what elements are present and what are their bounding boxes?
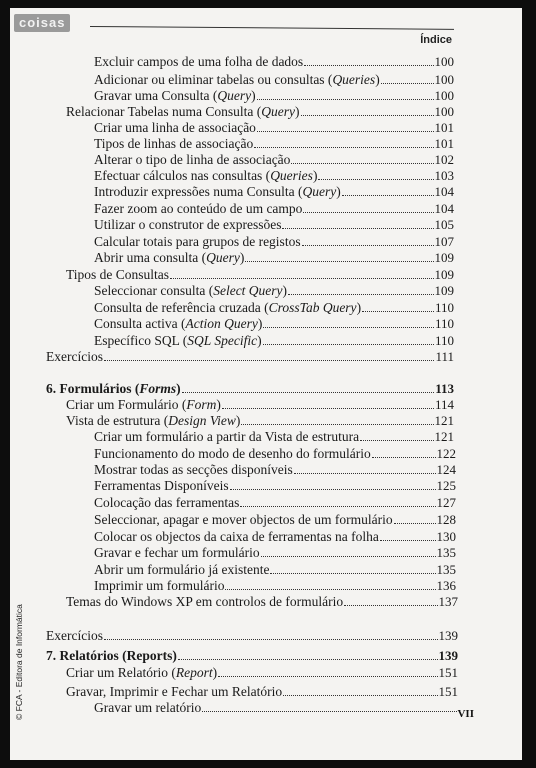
toc-entry-text: Seleccionar consulta ( (94, 283, 214, 298)
dot-leader (344, 595, 437, 606)
toc-entry-title (46, 349, 103, 364)
toc-entry-text: 6. Formulários ( (46, 381, 140, 396)
toc-entry-title (94, 54, 303, 69)
toc-entry-page: 109 (434, 250, 454, 265)
dot-leader (291, 153, 433, 164)
toc-entry (66, 104, 454, 119)
toc-entry-text: Fazer zoom ao conteúdo de um campo (94, 201, 303, 216)
toc-entry-text: ) (176, 381, 181, 396)
toc-entry (94, 120, 454, 135)
dot-leader (254, 137, 433, 148)
toc-entry-term: Queries (270, 168, 313, 183)
toc-entry-text: Temas do Windows XP em controlos de formulário (66, 594, 344, 609)
toc-entry (46, 648, 458, 663)
toc-entry (94, 201, 454, 216)
toc-entry-term: Select Query (213, 283, 283, 298)
toc-entry (46, 381, 454, 396)
toc-entry-title (46, 628, 103, 643)
toc-entry (94, 234, 454, 249)
toc-entry-text: Adicionar ou eliminar tabelas ou consultas ( (94, 72, 333, 87)
dot-leader (178, 649, 438, 660)
toc-entry-title (94, 283, 287, 298)
toc-entry-text: ) (216, 397, 221, 412)
toc-entry-text: Criar uma linha de associação (94, 120, 256, 135)
toc-entry-title (94, 120, 256, 135)
toc-entry-term: Report (175, 665, 213, 680)
dot-leader (202, 701, 457, 712)
toc-entry-title (94, 562, 269, 577)
toc-entry-page: 104 (434, 184, 454, 199)
toc-entry-title (66, 665, 217, 680)
toc-entry-page: 110 (434, 300, 454, 315)
toc-entry-title (94, 700, 201, 715)
toc-entry (94, 446, 456, 461)
toc-entry-page: 109 (434, 283, 454, 298)
toc-entry (66, 665, 458, 680)
dot-leader (318, 169, 433, 180)
dot-leader (257, 89, 434, 100)
toc-entry-text: Calcular totais para grupos de registos (94, 234, 301, 249)
dot-leader (257, 121, 434, 132)
toc-entry-page: 110 (434, 333, 454, 348)
toc-entry-text: Alterar o tipo de linha de associação (94, 152, 291, 167)
toc-entry-page: 128 (436, 512, 456, 527)
toc-entry-text: ) (312, 168, 318, 183)
toc-entry-title (94, 88, 256, 103)
toc-entry-title (94, 184, 341, 199)
toc-entry-page: 100 (434, 104, 454, 119)
toc-entry (94, 54, 454, 69)
dot-leader (245, 251, 433, 262)
toc-entry-page: 102 (434, 152, 454, 167)
brand-logo: coisas (14, 14, 70, 32)
toc-entry (94, 184, 454, 199)
toc-entry-text: Gravar um relatório (94, 700, 202, 715)
dot-leader (182, 382, 435, 393)
toc-entry-title (94, 72, 380, 87)
toc-entry-page: 130 (436, 529, 456, 544)
toc-entry (66, 267, 454, 282)
toc-entry-title (94, 495, 239, 510)
page-number: VII (457, 708, 474, 720)
toc-entry-text: Tipos de Consultas (66, 267, 170, 282)
toc-entry-title (66, 267, 169, 282)
toc-entry-title (94, 578, 224, 593)
dot-leader (261, 546, 436, 557)
toc-entry-page: 104 (434, 201, 454, 216)
toc-entry-term: Query (261, 104, 295, 119)
toc-entry (94, 168, 454, 183)
toc-entry-text: ) (336, 184, 341, 199)
toc-entry-page: 107 (434, 234, 454, 249)
dot-leader (222, 398, 434, 409)
toc-entry-title (94, 446, 371, 461)
dot-leader (360, 430, 433, 441)
toc-entry (94, 88, 454, 103)
dot-leader (283, 685, 437, 696)
toc-entry (94, 250, 454, 265)
toc-entry-text: Vista de estrutura ( (66, 413, 169, 428)
toc-entry-text: Efectuar cálculos nas consultas ( (94, 168, 271, 183)
dot-leader (170, 268, 433, 279)
toc-entry-page: 139 (438, 628, 458, 643)
toc-entry-term: Query (302, 184, 337, 199)
toc-entry-page: 111 (435, 349, 454, 364)
dot-leader (294, 463, 436, 474)
dot-leader (225, 579, 435, 590)
toc-entry-title (66, 684, 282, 699)
toc-entry-text: Criar um Relatório ( (66, 665, 176, 680)
dot-leader (342, 185, 434, 196)
toc-entry-text: ) (212, 665, 218, 680)
toc-entry-text: Gravar e fechar um formulário (94, 545, 260, 560)
toc-entry-title (94, 136, 253, 151)
toc-entry-term: Forms (139, 381, 177, 396)
toc-entry (94, 700, 458, 715)
toc-entry-page: 124 (436, 462, 456, 477)
dot-leader (381, 73, 434, 84)
toc-entry (94, 429, 454, 444)
toc-entry-title (46, 381, 181, 396)
toc-entry-title (66, 104, 300, 119)
dot-leader (218, 666, 437, 677)
dot-leader (104, 350, 434, 361)
toc-entry (94, 136, 454, 151)
toc-entry-title (94, 168, 317, 183)
dot-leader (282, 218, 433, 229)
dot-leader (230, 479, 436, 490)
toc-entry-text: ) (282, 283, 288, 298)
toc-entry (66, 397, 454, 412)
toc-entry-text: ) (257, 333, 262, 348)
dot-leader (380, 530, 436, 541)
toc-entry-text: ) (235, 413, 241, 428)
toc-entry-title (94, 300, 361, 315)
toc-entry-text: Gravar uma Consulta ( (94, 88, 218, 103)
toc-entry-text: Imprimir um formulário (94, 578, 225, 593)
toc-entry-title (94, 316, 262, 331)
toc-entry-title (46, 648, 177, 663)
toc-entry (94, 217, 454, 232)
toc-entry-text: Colocação das ferramentas (94, 495, 240, 510)
toc-entry-text: ) (295, 104, 300, 119)
toc-entry-term: Form (186, 397, 217, 412)
toc-entry-text: Seleccionar, apagar e mover objectos de um formulário (94, 512, 393, 527)
toc-entry-text: ) (257, 316, 263, 331)
toc-entry-text: Funcionamento do modo de desenho do formulário (94, 446, 371, 461)
toc-entry-text: Exercícios (46, 628, 103, 643)
dot-leader (304, 55, 433, 66)
toc-entry (94, 283, 454, 298)
toc-entry-page: 101 (434, 136, 454, 151)
book-page (10, 8, 522, 760)
dot-leader (372, 447, 436, 458)
section-title: Índice (420, 34, 452, 46)
toc-entry (94, 512, 456, 527)
toc-entry-term: Query (217, 88, 252, 103)
toc-entry-title (94, 201, 302, 216)
toc-entry-title (94, 333, 262, 348)
toc-entry-text: Consulta de referência cruzada ( (94, 300, 269, 315)
toc-entry-text: Específico SQL ( (94, 333, 188, 348)
toc-entry-text: 7. Relatórios (Reports) (46, 648, 177, 663)
toc-entry-title (94, 250, 244, 265)
toc-entry (94, 529, 456, 544)
toc-entry-text: Relacionar Tabelas numa Consulta ( (66, 104, 262, 119)
toc-entry-text: Abrir um formulário já existente (94, 562, 270, 577)
toc-entry-text: ) (239, 250, 245, 265)
dot-leader (288, 284, 433, 295)
dot-leader (270, 563, 435, 574)
toc-entry-title (94, 217, 281, 232)
toc-entry (94, 152, 454, 167)
toc-entry (94, 333, 454, 348)
toc-entry-page: 121 (434, 429, 454, 444)
dot-leader (301, 105, 434, 116)
toc-entry-page: 101 (434, 120, 454, 135)
toc-entry-page: 127 (436, 495, 456, 510)
toc-entry (46, 628, 458, 643)
toc-entry-text: Gravar, Imprimir e Fechar um Relatório (66, 684, 283, 699)
toc-entry-title (94, 429, 359, 444)
toc-entry-title (66, 413, 240, 428)
toc-entry (94, 72, 454, 87)
toc-entry-page: 151 (438, 684, 458, 699)
toc-entry-text: Criar um Formulário ( (66, 397, 187, 412)
table-of-contents (10, 8, 522, 760)
toc-entry-text: ) (375, 72, 380, 87)
toc-entry-text: Consulta activa ( (94, 316, 186, 331)
toc-entry-page: 105 (434, 217, 454, 232)
toc-entry-page: 100 (434, 72, 454, 87)
toc-entry-page: 103 (434, 168, 454, 183)
dot-leader (303, 202, 433, 213)
toc-entry-page: 100 (434, 54, 454, 69)
toc-entry-title (94, 462, 293, 477)
dot-leader (240, 496, 435, 507)
toc-entry (66, 594, 458, 609)
toc-entry-term: Queries (332, 72, 376, 87)
toc-entry-text: Colocar os objectos da caixa de ferramentas na folha (94, 529, 379, 544)
dot-leader (394, 513, 436, 524)
toc-entry-page: 122 (436, 446, 456, 461)
toc-entry-page: 110 (434, 316, 454, 331)
toc-entry (66, 684, 458, 699)
publisher-credit: © FCA - Editora de Informática (14, 604, 24, 720)
dot-leader (263, 317, 434, 328)
toc-entry-title (94, 234, 301, 249)
dot-leader (104, 629, 438, 640)
toc-entry-page: 135 (436, 545, 456, 560)
toc-entry-text: Ferramentas Disponíveis (94, 478, 229, 493)
toc-entry-title (94, 152, 290, 167)
toc-entry-page: 135 (436, 562, 456, 577)
toc-entry-text: ) (356, 300, 362, 315)
toc-entry (46, 349, 454, 364)
toc-entry-text: Tipos de linhas de associação (94, 136, 254, 151)
toc-entry-term: Query (206, 250, 240, 265)
toc-entry (94, 562, 456, 577)
toc-entry-term: CrossTab Query (268, 300, 357, 315)
toc-entry-title (66, 397, 221, 412)
toc-entry-title (94, 512, 393, 527)
toc-entry-page: 137 (438, 594, 458, 609)
dot-leader (263, 334, 434, 345)
dot-leader (362, 301, 434, 312)
toc-entry-page: 114 (434, 397, 454, 412)
toc-entry-title (94, 545, 260, 560)
toc-entry (94, 462, 456, 477)
toc-entry (94, 495, 456, 510)
toc-entry-page: 125 (436, 478, 456, 493)
toc-entry-page: 100 (434, 88, 454, 103)
toc-entry-page: 136 (436, 578, 456, 593)
toc-entry-text: Mostrar todas as secções disponíveis (94, 462, 293, 477)
toc-entry (94, 478, 456, 493)
toc-entry-text: Exercícios (46, 349, 103, 364)
toc-entry (94, 578, 456, 593)
toc-entry (94, 545, 456, 560)
toc-entry-term: SQL Specific (187, 333, 258, 348)
toc-entry-text: Excluir campos de uma folha de dados (94, 54, 304, 69)
toc-entry-term: Action Query (185, 316, 258, 331)
toc-entry-page: 109 (434, 267, 454, 282)
toc-entry-title (66, 594, 343, 609)
toc-entry-title (94, 478, 229, 493)
toc-entry (94, 316, 454, 331)
toc-entry-text: Abrir uma consulta ( (94, 250, 207, 265)
toc-entry-term: Design View (168, 413, 236, 428)
dot-leader (241, 414, 433, 425)
toc-entry (66, 413, 454, 428)
toc-entry-page: 139 (438, 648, 458, 663)
toc-entry-page: 151 (438, 665, 458, 680)
toc-entry-page: 121 (434, 413, 454, 428)
toc-entry-text: Introduzir expressões numa Consulta ( (94, 184, 303, 199)
toc-entry (94, 300, 454, 315)
toc-entry-title (94, 529, 379, 544)
toc-entry-text: ) (251, 88, 256, 103)
toc-entry-page: 113 (435, 381, 454, 396)
dot-leader (302, 235, 434, 246)
toc-entry-text: Utilizar o construtor de expressões (94, 217, 282, 232)
toc-entry-text: Criar um formulário a partir da Vista de estrutura (94, 429, 360, 444)
